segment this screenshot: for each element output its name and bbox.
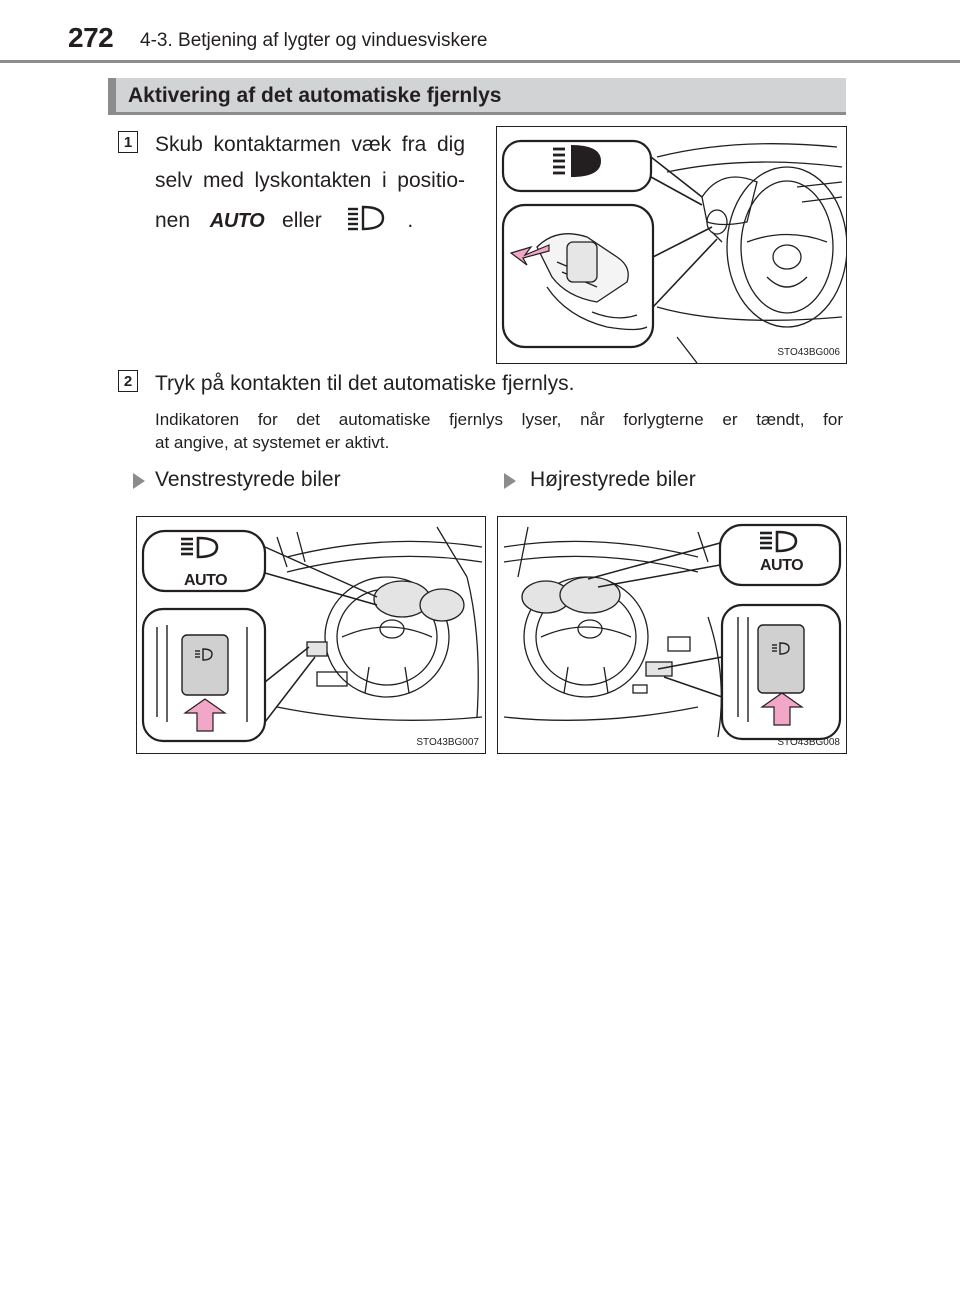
section-heading: Aktivering af det automatiske fjernlys xyxy=(128,84,502,107)
step-2-note-line-2: at angive, at systemet er aktivt. xyxy=(155,433,390,452)
step-1-line-3 xyxy=(155,203,465,239)
step-1-text xyxy=(155,127,465,239)
step-1-line-3-c: . xyxy=(407,209,414,232)
step-1-line-1: Skub kontaktarmen væk fra dig xyxy=(155,133,465,156)
left-auto-hb-switch xyxy=(182,635,228,695)
stalk-illustration xyxy=(497,127,846,363)
section-heading-bar xyxy=(108,78,846,114)
step-2-note xyxy=(155,408,843,454)
section-heading-divider xyxy=(108,112,846,115)
figure-3-code: STO43BG008 xyxy=(777,737,840,748)
right-drive-figure xyxy=(497,516,847,754)
left-drive-illustration xyxy=(137,517,485,753)
left-drive-figure xyxy=(136,516,486,754)
right-auto-hb-switch xyxy=(758,625,804,693)
headlight-icon xyxy=(346,205,386,231)
right-auto-callout xyxy=(720,525,840,585)
right-drive-caption: Højrestyrede biler xyxy=(530,468,696,491)
step-1-line-2: selv med lyskontakten i positio- xyxy=(155,169,465,192)
figure-1-code: STO43BG006 xyxy=(777,347,840,358)
header-divider xyxy=(0,60,960,63)
right-drive-illustration xyxy=(498,517,846,753)
auto-position-icon: AUTO xyxy=(209,210,265,232)
chapter-title: 4-3. Betjening af lygter og vinduesviskere xyxy=(140,30,488,51)
step-1-number: 1 xyxy=(118,131,138,153)
page-number: 272 xyxy=(68,22,114,53)
stalk-figure xyxy=(496,126,847,364)
right-callout-auto-label: AUTO xyxy=(760,557,804,574)
step-1-line-3-a: nen xyxy=(155,209,191,232)
bullet-triangle-icon xyxy=(133,473,145,489)
bullet-triangle-icon xyxy=(504,473,516,489)
figure-2-code: STO43BG007 xyxy=(416,737,479,748)
left-drive-caption: Venstrestyrede biler xyxy=(155,468,341,491)
step-2-number: 2 xyxy=(118,370,138,392)
step-2-note-line-1: Indikatoren for det automatiske fjernlys lyser, når forlygterne er tændt, for xyxy=(155,410,843,429)
left-callout-auto-label: AUTO xyxy=(184,572,228,589)
step-2-text: Tryk på kontakten til det automatiske fjernlys. xyxy=(155,372,575,395)
step-1-line-3-b: eller xyxy=(282,209,322,232)
